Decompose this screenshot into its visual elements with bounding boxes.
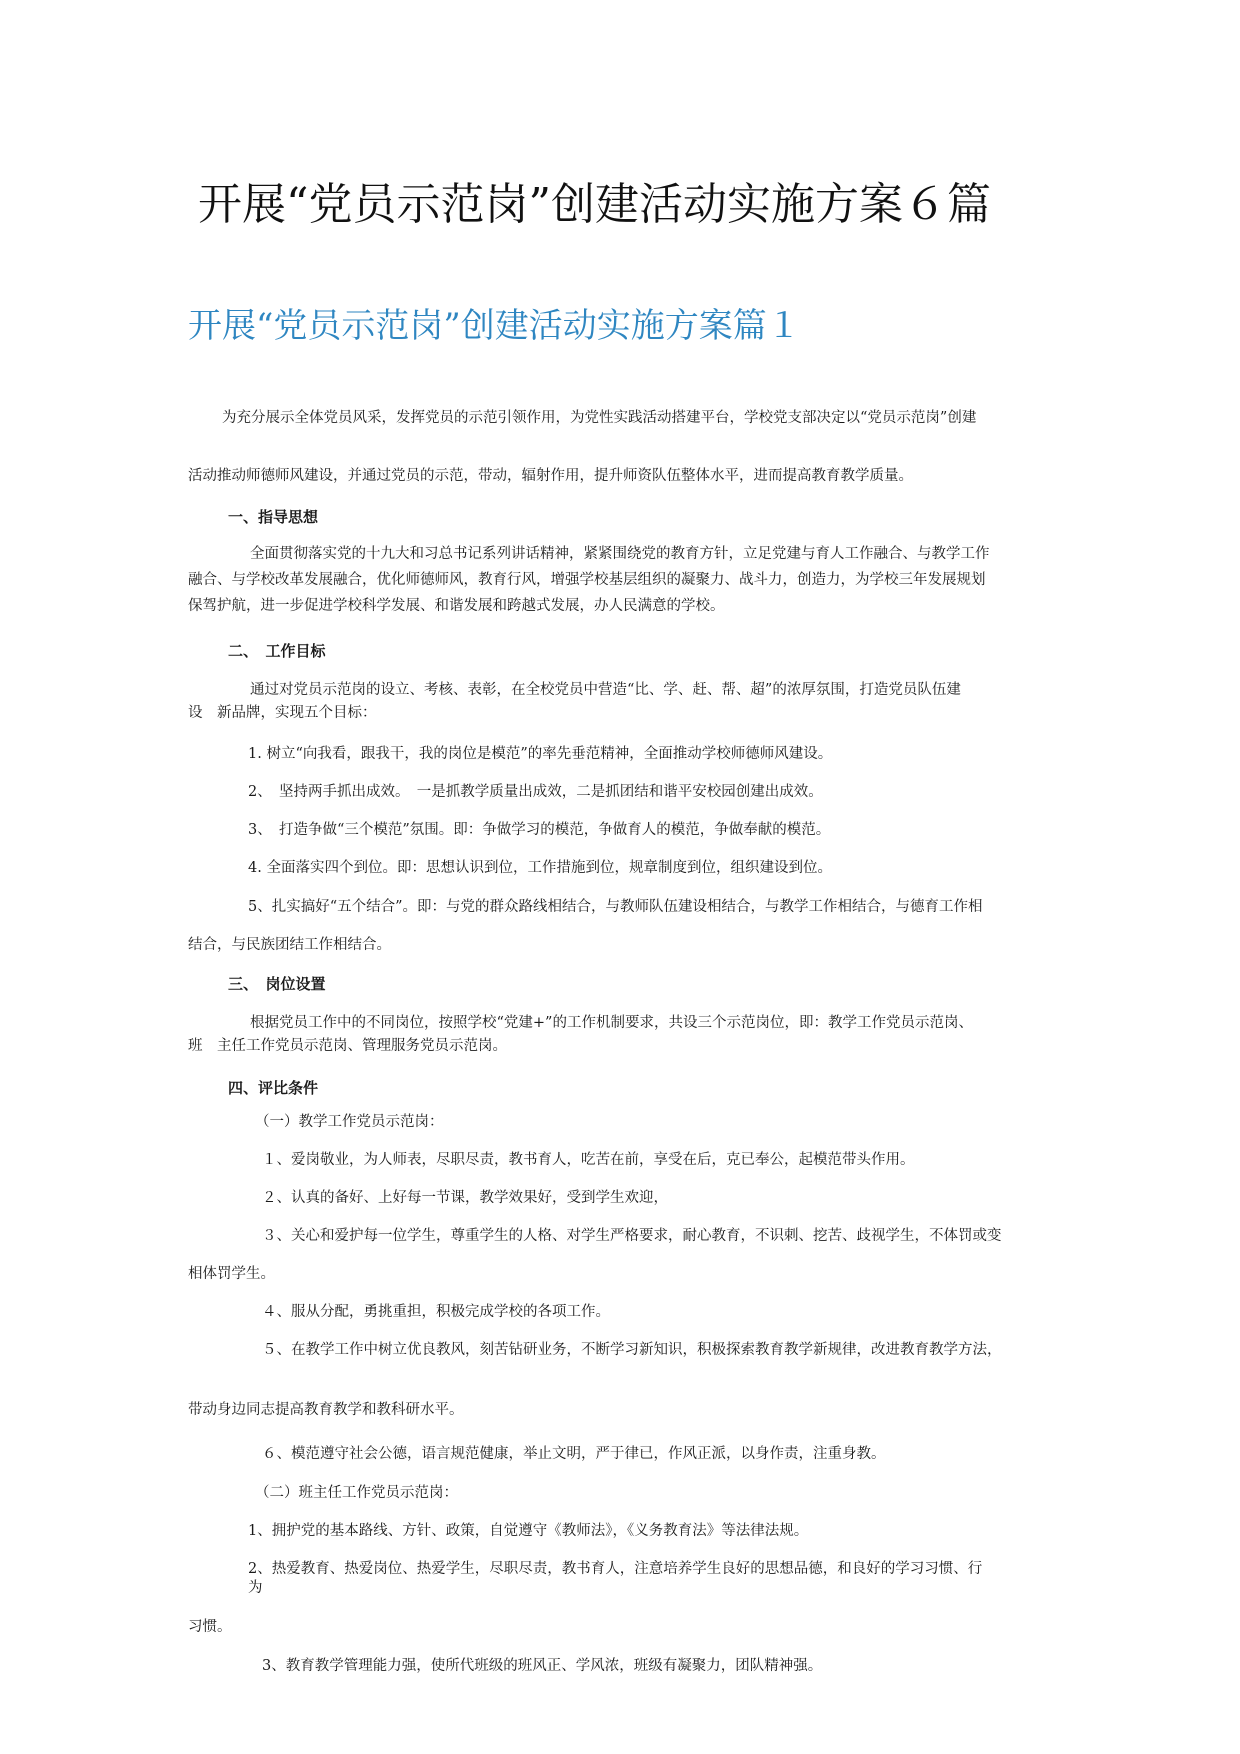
s4-sub2-title: （二）班主任工作党员示范岗： — [255, 1485, 458, 1501]
s3-line-1: 根据党员工作中的不同岗位，按照学校“党建+”的工作机制要求，共设三个示范岗位，即：教学工作党员示范岗、 — [250, 1015, 973, 1031]
s1-line-2: 融合、与学校改革发展融合，优化师德师风，教育行风，增强学校基层组织的凝聚力、战斗力，创造力，为学校三年发展规划 — [188, 572, 986, 588]
s4-sub1-item-1: １、爱岗敬业，为人师表，尽职尽责，教书育人，吃苦在前，享受在后，克已奉公，起模范带头作用。 — [262, 1152, 915, 1168]
heading-work-goals: 二、 工作目标 — [228, 642, 326, 660]
s4-sub2-item-1: 1、拥护党的基本路线、方针、政策，自觉遵守《教师法》，《义务教育法》等法律法规。 — [248, 1523, 809, 1539]
s4-sub1-item-4: ４、服从分配，勇挑重担，积极完成学校的各项工作。 — [262, 1304, 610, 1320]
heading-evaluation-criteria: 四、评比条件 — [228, 1079, 319, 1097]
s3-line-2: 班 主任工作党员示范岗、管理服务党员示范岗。 — [188, 1038, 507, 1054]
s4-sub1-item-6: ６、模范遵守社会公德，语言规范健康，举止文明，严于律已，作风正派，以身作责，注重身教。 — [262, 1446, 886, 1462]
document-title: 开展“党员示范岗”创建活动实施方案６篇 — [198, 179, 991, 230]
s2-line-2: 设 新品牌，实现五个目标： — [188, 705, 377, 721]
s1-line-1: 全面贯彻落实党的十九大和习总书记系列讲话精神，紧紧围绕党的教育方针，立足党建与育人工作融合、与教学工作 — [250, 546, 990, 562]
intro-line-1: 为充分展示全体党员风采，发挥党员的示范引领作用，为党性实践活动搭建平台，学校党支部决定以“党员示范岗”创建 — [222, 410, 977, 426]
s4-sub1-item-5-cont: 带动身边同志提高教育教学和教科研水平。 — [188, 1402, 464, 1418]
s4-sub1-item-3-cont: 相体罚学生。 — [188, 1266, 275, 1282]
heading-position-setup: 三、 岗位设置 — [228, 975, 326, 993]
s4-sub1-item-2: ２、认真的备好、上好每一节课，教学效果好，受到学生欢迎， — [262, 1190, 668, 1206]
s4-sub2-item-2: 2、热爱教育、热爱岗位、热爱学生，尽职尽责，教书育人，注意培养学生良好的思想品德，和良好的学习习惯、行 — [248, 1561, 983, 1577]
s4-sub1-title: （一）教学工作党员示范岗： — [255, 1114, 444, 1130]
s2-item-1: 1. 树立“向我看，跟我干，我的岗位是模范”的率先垂范精神，全面推动学校师德师风建设。 — [248, 746, 833, 762]
heading-guiding-ideology: 一、指导思想 — [228, 508, 319, 526]
s2-item-5: 5、扎实搞好“五个结合”。即：与党的群众路线相结合，与教师队伍建设相结合，与教学工作相结合，与德育工作相 — [248, 899, 983, 915]
s4-sub1-item-5: ５、在教学工作中树立优良教风，刻苦钻研业务，不断学习新知识，积极探索教育教学新规律，改进教育教学方法， — [262, 1342, 1002, 1358]
s1-line-3: 保驾护航，进一步促进学校科学发展、和谐发展和跨越式发展，办人民满意的学校。 — [188, 598, 725, 614]
s2-item-5-cont: 结合，与民族团结工作相结合。 — [188, 937, 391, 953]
s2-item-4: 4. 全面落实四个到位。即：思想认识到位，工作措施到位，规章制度到位，组织建设到位。 — [248, 860, 832, 876]
section-subtitle: 开展“党员示范岗”创建活动实施方案篇１ — [188, 306, 801, 346]
s4-sub2-item-2-wrap: 为 — [248, 1580, 263, 1596]
s2-line-1: 通过对党员示范岗的设立、考核、表彰，在全校党员中营造“比、学、赶、帮、超”的浓厚氛围，打造党员队伍建 — [250, 682, 961, 698]
s4-sub2-item-2-cont: 习惯。 — [188, 1619, 232, 1635]
intro-line-2: 活动推动师德师风建设，并通过党员的示范，带动，辐射作用，提升师资队伍整体水平，进而提高教育教学质量。 — [188, 468, 913, 484]
s2-item-2: 2、 坚持两手抓出成效。 一是抓教学质量出成效，二是抓团结和谐平安校园创建出成效。 — [248, 784, 823, 800]
s4-sub1-item-3: ３、关心和爱护每一位学生，尊重学生的人格、对学生严格要求，耐心教育，不识刺、挖苦、歧视学生，不体罚或变 — [262, 1228, 1002, 1244]
s4-sub2-item-3: 3、教育教学管理能力强，使所代班级的班风正、学风浓，班级有凝聚力，团队精神强。 — [262, 1658, 823, 1674]
s2-item-3: 3、 打造争做“三个模范”氛围。即：争做学习的模范，争做育人的模范，争做奉献的模范。 — [248, 822, 831, 838]
